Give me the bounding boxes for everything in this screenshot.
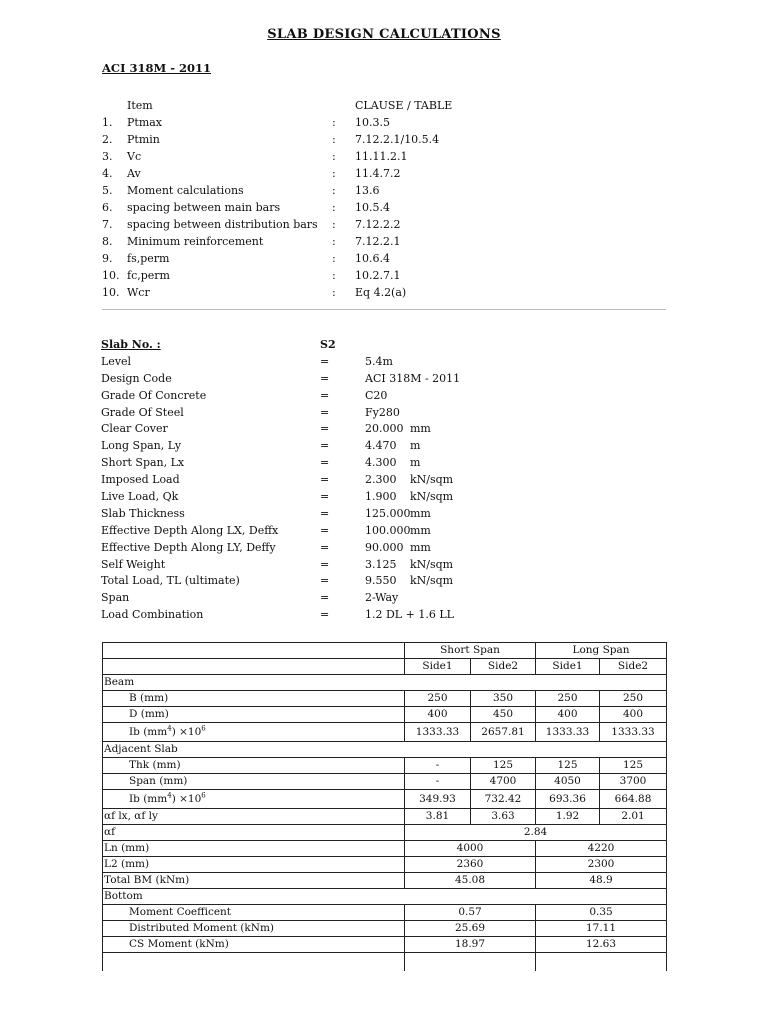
param-equals: = [320, 371, 330, 385]
slab-no-label: Slab No. : [101, 338, 161, 351]
clause-row [102, 216, 682, 233]
param-value: Fy280 [365, 405, 400, 419]
param-label: Design Code [101, 371, 172, 385]
clause-row [102, 267, 682, 284]
table-cell: - [405, 774, 471, 790]
param-equals: = [320, 540, 330, 554]
clause-row [102, 131, 682, 148]
row-label: Span (mm) [103, 774, 405, 790]
table-cell: 4220 [536, 841, 667, 857]
clause-row [102, 182, 682, 199]
table-cell: 693.36 [536, 790, 600, 809]
param-label: Total Load, TL (ultimate) [101, 574, 240, 588]
slab-param-row [101, 455, 601, 472]
side1-header: Side1 [536, 659, 600, 675]
clause-separator: : [332, 167, 336, 180]
clause-reference: 10.3.5 [355, 116, 390, 129]
table-cell: 2300 [536, 857, 667, 873]
slab-param-row [101, 607, 601, 624]
table-cell: 125 [536, 758, 600, 774]
row-label: L2 (mm) [103, 857, 405, 873]
clause-item: Ptmax [127, 116, 163, 129]
table-row [103, 675, 667, 691]
clause-separator: : [332, 116, 336, 129]
param-unit: kN/sqm [410, 473, 454, 487]
table-row [103, 742, 667, 758]
clause-number: 5. [102, 184, 113, 197]
table-cell: 45.08 [405, 873, 536, 889]
table-cell: 400 [405, 707, 471, 723]
table-row [103, 809, 667, 825]
ib-multiplier-exponent: 6 [201, 791, 206, 800]
ib-exponent: 4 [167, 791, 172, 800]
table-cell: 48.9 [536, 873, 667, 889]
param-label: Imposed Load [101, 473, 180, 487]
table-cell: 0.35 [536, 905, 667, 921]
short-span-header: Short Span [405, 643, 536, 659]
clause-reference: 7.12.2.1 [355, 235, 401, 248]
clause-item: Minimum reinforcement [127, 235, 264, 248]
slab-no-row [101, 337, 601, 354]
clause-item: fs,perm [127, 252, 170, 265]
clause-row [102, 284, 682, 301]
slab-param-row [101, 354, 601, 371]
bottom-section-label: Bottom [103, 889, 667, 905]
row-label: Ln (mm) [103, 841, 405, 857]
clause-number: 7. [102, 218, 113, 231]
param-label: Span [101, 591, 130, 605]
table-cell: 4050 [536, 774, 600, 790]
param-equals: = [320, 405, 330, 419]
clause-row [102, 250, 682, 267]
param-label: Grade Of Steel [101, 405, 184, 419]
param-label: Level [101, 354, 132, 368]
row-label [103, 723, 405, 742]
clause-row [102, 114, 682, 131]
clause-number: 1. [102, 116, 113, 129]
table-cell: 1333.33 [536, 723, 600, 742]
table-row [103, 825, 667, 841]
param-unit: m [410, 439, 421, 453]
slab-param-row [101, 438, 601, 455]
ib-multiplier: ) ×10 [171, 793, 202, 805]
clause-separator: : [332, 184, 336, 197]
table-cell: 1333.33 [405, 723, 471, 742]
slab-parameters [101, 337, 601, 624]
table-cell: 250 [600, 691, 667, 707]
slab-param-row [101, 405, 601, 422]
param-equals: = [320, 506, 330, 520]
clause-separator: : [332, 150, 336, 163]
table-cell: 125 [471, 758, 536, 774]
table-cell: 125 [600, 758, 667, 774]
table-cell: 3.63 [471, 809, 536, 825]
param-unit: kN/sqm [410, 574, 454, 588]
clause-item: spacing between main bars [127, 201, 281, 214]
ib-label-text: Ib (mm [129, 793, 168, 805]
row-label: Moment Coefficent [103, 905, 405, 921]
table-row [103, 790, 667, 809]
param-equals: = [320, 473, 330, 487]
param-label: Effective Depth Along LY, Deffy [101, 540, 276, 554]
param-unit: mm [410, 523, 431, 537]
clause-number: 8. [102, 235, 113, 248]
table-cell: 400 [536, 707, 600, 723]
param-label: Live Load, Qk [101, 490, 179, 504]
param-value: C20 [365, 388, 388, 402]
ib-exponent: 4 [167, 724, 172, 733]
table-cell: 4700 [471, 774, 536, 790]
ib-label-text: Ib (mm [129, 726, 168, 738]
clause-reference: 10.2.7.1 [355, 269, 401, 282]
row-label: αf [103, 825, 405, 841]
side1-header: Side1 [405, 659, 471, 675]
slab-param-row [101, 421, 601, 438]
clause-row [102, 199, 682, 216]
param-equals: = [320, 574, 330, 588]
param-unit: mm [410, 422, 431, 436]
param-value: 20.000 [365, 422, 404, 436]
table-cell: 3700 [600, 774, 667, 790]
clause-separator: : [332, 286, 336, 299]
param-value: 4.470 [365, 439, 397, 453]
param-value: ACI 318M - 2011 [365, 371, 461, 385]
clause-item: Av [127, 167, 141, 180]
clause-header-row [102, 97, 682, 114]
page-title: SLAB DESIGN CALCULATIONS [267, 27, 501, 42]
table-cell: 450 [471, 707, 536, 723]
slab-param-row [101, 573, 601, 590]
table-row [103, 857, 667, 873]
param-value: 3.125 [365, 557, 397, 571]
clause-reference: 7.12.2.1/10.5.4 [355, 133, 440, 146]
clause-number: 4. [102, 167, 113, 180]
side2-header: Side2 [600, 659, 667, 675]
param-equals: = [320, 388, 330, 402]
clause-row [102, 165, 682, 182]
table-row [103, 953, 667, 972]
table-row [103, 921, 667, 937]
table-cell: 250 [536, 691, 600, 707]
design-standard: ACI 318M - 2011 [102, 61, 211, 75]
row-label: Distributed Moment (kNm) [103, 921, 405, 937]
slab-param-row [101, 523, 601, 540]
clause-item: fc,perm [127, 269, 170, 282]
clause-reference: 10.6.4 [355, 252, 390, 265]
clause-number: 10. [102, 286, 120, 299]
clause-item: Moment calculations [127, 184, 244, 197]
param-unit: mm [410, 540, 431, 554]
table-cell: 12.63 [536, 937, 667, 953]
table-cell: 0.57 [405, 905, 536, 921]
slab-no-value: S2 [320, 338, 336, 351]
param-equals: = [320, 490, 330, 504]
table-cell: 25.69 [405, 921, 536, 937]
table-header-row [103, 643, 667, 659]
slab-param-row [101, 506, 601, 523]
clause-reference: 10.5.4 [355, 201, 390, 214]
row-label: Total BM (kNm) [103, 873, 405, 889]
table-row [103, 723, 667, 742]
table-row [103, 841, 667, 857]
clause-reference: 7.12.2.2 [355, 218, 401, 231]
beam-section-label: Beam [103, 675, 667, 691]
slab-param-row [101, 371, 601, 388]
table-cell: 349.93 [405, 790, 471, 809]
param-equals: = [320, 439, 330, 453]
param-label: Long Span, Ly [101, 439, 182, 453]
clause-reference: 11.4.7.2 [355, 167, 401, 180]
row-label: αf lx, αf ly [103, 809, 405, 825]
row-label: B (mm) [103, 691, 405, 707]
table-cell: 3.81 [405, 809, 471, 825]
table-cell: 4000 [405, 841, 536, 857]
moment-table [102, 642, 667, 971]
clause-row [102, 233, 682, 250]
table-cell: 1.92 [536, 809, 600, 825]
clause-number: 9. [102, 252, 113, 265]
table-cell: 400 [600, 707, 667, 723]
ib-multiplier-exponent: 6 [201, 724, 206, 733]
slab-param-row [101, 590, 601, 607]
param-equals: = [320, 608, 330, 622]
param-label: Clear Cover [101, 422, 168, 436]
row-label: CS Moment (kNm) [103, 937, 405, 953]
param-label: Grade Of Concrete [101, 388, 207, 402]
clause-separator: : [332, 235, 336, 248]
long-span-header: Long Span [536, 643, 667, 659]
slab-param-row [101, 489, 601, 506]
clause-separator: : [332, 252, 336, 265]
param-unit: kN/sqm [410, 557, 454, 571]
slab-param-row [101, 540, 601, 557]
param-value: 5.4m [365, 354, 393, 368]
clause-separator: : [332, 218, 336, 231]
table-row [103, 758, 667, 774]
table-cell: 350 [471, 691, 536, 707]
table-cell: 17.11 [536, 921, 667, 937]
table-cell: 250 [405, 691, 471, 707]
param-label: Short Span, Lx [101, 456, 185, 470]
side2-header: Side2 [471, 659, 536, 675]
param-value: 9.550 [365, 574, 397, 588]
table-cell: - [405, 758, 471, 774]
param-value: 1.2 DL + 1.6 LL [365, 608, 454, 622]
table-cell: 1333.33 [600, 723, 667, 742]
clause-item: Ptmin [127, 133, 160, 146]
param-equals: = [320, 456, 330, 470]
clause-number: 3. [102, 150, 113, 163]
table-cell: 732.42 [471, 790, 536, 809]
table-row [103, 905, 667, 921]
clause-row [102, 148, 682, 165]
slab-param-row [101, 557, 601, 574]
table-row [103, 937, 667, 953]
param-equals: = [320, 523, 330, 537]
clause-list [102, 97, 682, 301]
param-value: 100.000 [365, 523, 411, 537]
table-cell: 2.01 [600, 809, 667, 825]
param-label: Self Weight [101, 557, 166, 571]
clause-item: Vc [127, 150, 142, 163]
param-equals: = [320, 354, 330, 368]
param-equals: = [320, 557, 330, 571]
param-value: 90.000 [365, 540, 404, 554]
table-row [103, 691, 667, 707]
clause-separator: : [332, 201, 336, 214]
table-row [103, 774, 667, 790]
param-label: Slab Thickness [101, 506, 185, 520]
row-label: D (mm) [103, 707, 405, 723]
clause-number: 6. [102, 201, 113, 214]
slab-param-row [101, 472, 601, 489]
param-value: 2-Way [365, 591, 399, 605]
clause-reference: Eq 4.2(a) [355, 286, 407, 299]
table-row [103, 707, 667, 723]
row-label: Thk (mm) [103, 758, 405, 774]
param-label: Effective Depth Along LX, Deffx [101, 523, 279, 537]
clause-header-item: Item [127, 99, 153, 112]
table-side-row [103, 659, 667, 675]
param-equals: = [320, 422, 330, 436]
clause-separator: : [332, 269, 336, 282]
clause-number: 2. [102, 133, 113, 146]
param-unit: mm [410, 506, 431, 520]
clause-reference: 11.11.2.1 [355, 150, 408, 163]
param-equals: = [320, 591, 330, 605]
section-divider [102, 309, 666, 310]
slab-param-row [101, 388, 601, 405]
table-cell: 2657.81 [471, 723, 536, 742]
adjacent-section-label: Adjacent Slab [103, 742, 667, 758]
param-value: 125.000 [365, 506, 411, 520]
table-cell: 2360 [405, 857, 536, 873]
param-unit: kN/sqm [410, 490, 454, 504]
clause-number: 10. [102, 269, 120, 282]
clause-item: Wcr [127, 286, 150, 299]
clause-header-ref: CLAUSE / TABLE [355, 99, 453, 112]
table-cell: 664.88 [600, 790, 667, 809]
table-cell: 18.97 [405, 937, 536, 953]
param-value: 4.300 [365, 456, 397, 470]
clause-item: spacing between distribution bars [127, 218, 318, 231]
ib-multiplier: ) ×10 [171, 726, 202, 738]
clause-separator: : [332, 133, 336, 146]
param-unit: m [410, 456, 421, 470]
table-row [103, 889, 667, 905]
table-row [103, 873, 667, 889]
table-cell: 2.84 [405, 825, 667, 841]
param-label: Load Combination [101, 608, 204, 622]
param-value: 2.300 [365, 473, 397, 487]
clause-reference: 13.6 [355, 184, 380, 197]
row-label [103, 790, 405, 809]
param-value: 1.900 [365, 490, 397, 504]
